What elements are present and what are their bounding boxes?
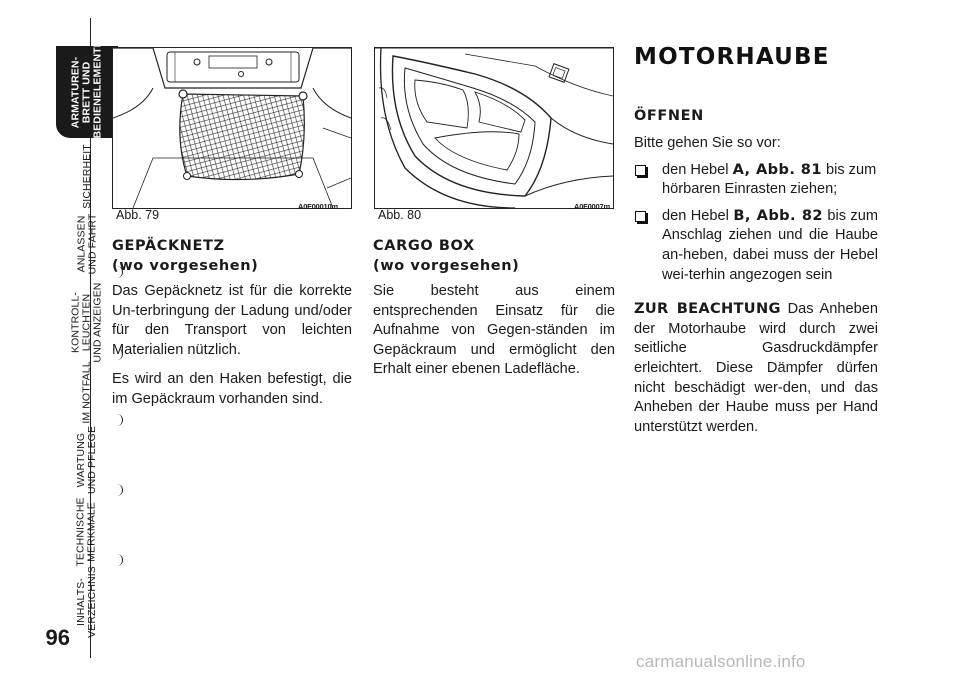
tab-separator	[112, 484, 123, 496]
figure-reference: B, Abb. 82	[733, 206, 823, 224]
figure-79-luggage-net	[112, 47, 352, 209]
tab-wartung[interactable]	[56, 426, 118, 494]
tab-label: WARTUNG UND PFLEGE	[75, 425, 99, 495]
figure-80-code: A0F0007m	[574, 202, 610, 211]
tab-label: IM NOTFALL	[80, 360, 93, 424]
tab-armaturenbrett[interactable]	[56, 39, 118, 138]
list-text: bis zum hörbaren Einrasten ziehen;	[662, 161, 877, 198]
cargo-box-illustration	[375, 48, 613, 208]
section-motorhaube	[634, 106, 878, 447]
note-paragraph	[634, 299, 878, 437]
list-item	[634, 206, 878, 285]
list-item	[634, 160, 878, 200]
tab-label: ARMATUREN- BRETT UND BEDIENELEMENTE	[69, 39, 104, 138]
paragraph: Bitte gehen Sie so vor:	[634, 135, 781, 151]
tab-technische-merkmale[interactable]	[56, 498, 118, 566]
list-text: bis zum Anschlag ziehen und die Haube an-heben, dabei muss der Hebel wei-terhin angezogen sein	[662, 207, 879, 283]
tab-label: TECHNISCHE MERKMALE	[75, 497, 99, 567]
tab-im-notfall[interactable]	[56, 358, 118, 426]
tab-kontrollleuchten[interactable]	[56, 280, 118, 364]
checkbox-bullet-icon	[635, 211, 646, 222]
tab-label: ANLASSEN UND FAHRT	[74, 213, 98, 275]
watermark: carmanualsonline.info	[636, 652, 806, 671]
checkbox-bullet-icon	[635, 165, 646, 176]
section-heading: CARGO BOX	[373, 238, 475, 254]
figure-reference: A, Abb. 81	[732, 160, 822, 178]
note-heading: ZUR BEACHTUNG	[634, 300, 781, 318]
figure-80-cargo-box	[374, 47, 614, 209]
note-text: Das Anheben der Motorhaube wird durch zwei seitliche Gasdruckdämpfer erleichtert. Diese Dämpfer dürfen nicht beschädigt wer-den, und das Anheben der Haube muss per Hand unterstützt werden.	[634, 301, 878, 435]
figure-79-code: A0F00010m	[298, 202, 338, 211]
luggage-net-illustration	[113, 48, 351, 208]
section-subheading: (wo vorgesehen)	[373, 258, 520, 274]
tab-label: SICHERHEIT	[80, 143, 93, 209]
tab-label: INHALTS- VERZEICHNIS	[75, 566, 99, 638]
tab-anlassen[interactable]	[56, 210, 118, 278]
section-heading: GEPÄCKNETZ	[112, 238, 225, 254]
section-heading: ÖFFNEN	[634, 108, 704, 124]
page-title: MOTORHAUBE	[634, 44, 830, 70]
list-text: den Hebel	[662, 161, 733, 178]
tab-label: KONTROLL- LEUCHTEN UND ANZEIGEN	[69, 282, 104, 362]
tab-sicherheit[interactable]	[56, 142, 118, 210]
paragraph: Sie besteht aus einem entsprechenden Einsatz für die Aufnahme von Gegen-ständen im Gepäckraum und ermöglicht den Erhalt einer ebenen Ladefläche.	[373, 283, 615, 378]
paragraph: Es wird an den Haken befestigt, die im Gepäckraum vorhanden sind.	[112, 371, 352, 407]
page-number: 96	[45, 625, 70, 650]
section-cargo-box	[373, 236, 615, 390]
list-text: den Hebel	[662, 207, 734, 224]
section-subheading: (wo vorgesehen)	[112, 258, 259, 274]
section-gepaecknetz	[112, 236, 352, 420]
figure-79-caption: Abb. 79	[116, 208, 160, 222]
paragraph: Das Gepäcknetz ist für die korrekte Un-terbringung der Ladung und/oder für den Transport von leichten Materialien nützlich.	[112, 283, 352, 358]
tab-separator	[112, 554, 123, 566]
figure-80-caption: Abb. 80	[378, 208, 422, 222]
